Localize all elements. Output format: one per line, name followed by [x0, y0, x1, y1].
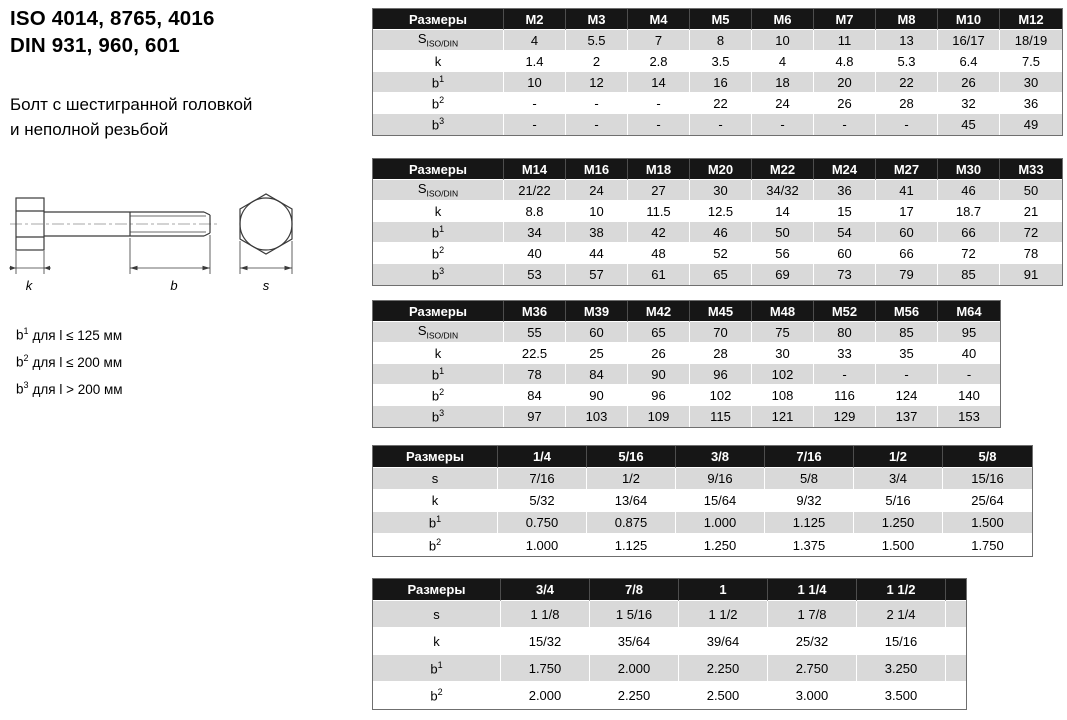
- value-cell: 1.750: [943, 534, 1032, 556]
- size-column-header: 1/4: [498, 446, 587, 468]
- size-column-header: M42: [628, 301, 690, 322]
- value-cell: 13: [876, 30, 938, 51]
- value-cell: 14: [752, 201, 814, 222]
- bolt-drawing: [8, 188, 308, 303]
- product-description: [10, 92, 252, 142]
- value-cell: 1.125: [587, 534, 676, 556]
- size-column-header: 1/2: [854, 446, 943, 468]
- value-cell: 1.375: [765, 534, 854, 556]
- value-cell: 10: [504, 72, 566, 93]
- row-label: s: [373, 468, 498, 490]
- value-cell: 10: [566, 201, 628, 222]
- table-corner-header: Размеры: [373, 446, 498, 468]
- din-standards-line: DIN 931, 960, 601: [10, 34, 180, 57]
- value-cell: 50: [752, 222, 814, 243]
- row-label: k: [373, 201, 504, 222]
- value-cell: 1.500: [854, 534, 943, 556]
- value-cell: 8.8: [504, 201, 566, 222]
- value-cell: 140: [938, 385, 1000, 406]
- value-cell: 40: [938, 343, 1000, 364]
- row-label: $b^2$: [373, 534, 498, 556]
- value-cell: 85: [876, 322, 938, 343]
- empty-cell: [946, 628, 966, 655]
- value-cell: 38: [566, 222, 628, 243]
- value-cell: 60: [876, 222, 938, 243]
- spec-table-5: [372, 578, 967, 710]
- row-label: $b^2$: [373, 682, 501, 709]
- value-cell: 11.5: [628, 201, 690, 222]
- value-cell: 2.8: [628, 51, 690, 72]
- value-cell: 1.4: [504, 51, 566, 72]
- table-row: [373, 628, 966, 655]
- spec-table-4: [372, 445, 1033, 557]
- value-cell: 21: [1000, 201, 1062, 222]
- size-column-header: M27: [876, 159, 938, 180]
- row-label: $b^3$: [373, 114, 504, 135]
- value-cell: 1 1/2: [679, 601, 768, 628]
- value-cell: 102: [752, 364, 814, 385]
- value-cell: 3.250: [857, 655, 946, 682]
- size-column-header: M3: [566, 9, 628, 30]
- value-cell: 91: [1000, 264, 1062, 285]
- value-cell: 3/4: [854, 468, 943, 490]
- value-cell: 25/32: [768, 628, 857, 655]
- value-cell: 69: [752, 264, 814, 285]
- size-column-header: M39: [566, 301, 628, 322]
- value-cell: 17: [876, 201, 938, 222]
- size-column-header: 5/8: [943, 446, 1032, 468]
- value-cell: 2.750: [768, 655, 857, 682]
- spec-table-1: [372, 8, 1063, 136]
- note-b2: [16, 347, 123, 374]
- value-cell: 1 5/16: [590, 601, 679, 628]
- value-cell: 48: [628, 243, 690, 264]
- note-condition: для l ≤ 200 мм: [32, 354, 123, 370]
- value-cell: -: [814, 114, 876, 135]
- value-cell: 4: [504, 30, 566, 51]
- value-cell: 7: [628, 30, 690, 51]
- value-cell: 2.250: [590, 682, 679, 709]
- table-row: [373, 682, 966, 709]
- size-column-header: M36: [504, 301, 566, 322]
- size-column-header: 1 1/2: [857, 579, 946, 601]
- value-cell: 42: [628, 222, 690, 243]
- value-cell: 16/17: [938, 30, 1000, 51]
- table-row: [373, 534, 1032, 556]
- note-b3: [16, 374, 123, 401]
- table-row: [373, 264, 1062, 285]
- row-label: $b^2$: [373, 93, 504, 114]
- value-cell: 2.500: [679, 682, 768, 709]
- table-row: [373, 243, 1062, 264]
- value-cell: 8: [690, 30, 752, 51]
- value-cell: 33: [814, 343, 876, 364]
- value-cell: 52: [690, 243, 752, 264]
- empty-cell: [946, 601, 966, 628]
- value-cell: 96: [690, 364, 752, 385]
- value-cell: 121: [752, 406, 814, 427]
- value-cell: 1.125: [765, 512, 854, 534]
- bolt-technical-drawing: [8, 188, 308, 298]
- value-cell: 108: [752, 385, 814, 406]
- value-cell: 66: [876, 243, 938, 264]
- description-line-2: и неполной резьбой: [10, 120, 169, 139]
- value-cell: 56: [752, 243, 814, 264]
- table-row: [373, 72, 1062, 93]
- value-cell: 46: [938, 180, 1000, 201]
- value-cell: 13/64: [587, 490, 676, 512]
- note-condition: для l ≤ 125 мм: [32, 327, 123, 343]
- value-cell: 32: [938, 93, 1000, 114]
- note-symbol: b: [16, 354, 24, 370]
- value-cell: 36: [814, 180, 876, 201]
- value-cell: 15/64: [676, 490, 765, 512]
- value-cell: -: [876, 114, 938, 135]
- value-cell: 1.750: [501, 655, 590, 682]
- value-cell: 137: [876, 406, 938, 427]
- value-cell: 0.875: [587, 512, 676, 534]
- empty-cell: [946, 682, 966, 709]
- value-cell: 70: [690, 322, 752, 343]
- value-cell: 49: [1000, 114, 1062, 135]
- size-column-header: M12: [1000, 9, 1062, 30]
- value-cell: 95: [938, 322, 1000, 343]
- value-cell: 21/22: [504, 180, 566, 201]
- value-cell: 5.5: [566, 30, 628, 51]
- value-cell: 3.5: [690, 51, 752, 72]
- size-column-header: M4: [628, 9, 690, 30]
- note-symbol: b: [16, 381, 24, 397]
- table-row: [373, 322, 1000, 343]
- value-cell: 1 7/8: [768, 601, 857, 628]
- table-row: [373, 180, 1062, 201]
- value-cell: 22: [876, 72, 938, 93]
- value-cell: 103: [566, 406, 628, 427]
- value-cell: 46: [690, 222, 752, 243]
- value-cell: 1.500: [943, 512, 1032, 534]
- note-superscript: 2: [23, 353, 29, 363]
- size-column-header: M7: [814, 9, 876, 30]
- value-cell: 11: [814, 30, 876, 51]
- value-cell: -: [566, 114, 628, 135]
- value-cell: 45: [938, 114, 1000, 135]
- spec-table-2: [372, 158, 1063, 286]
- value-cell: 12.5: [690, 201, 752, 222]
- size-column-header: 3/4: [501, 579, 590, 601]
- value-cell: -: [690, 114, 752, 135]
- value-cell: 35/64: [590, 628, 679, 655]
- value-cell: 9/32: [765, 490, 854, 512]
- value-cell: 35: [876, 343, 938, 364]
- note-superscript: 3: [23, 380, 29, 390]
- value-cell: -: [504, 114, 566, 135]
- size-column-header: M56: [876, 301, 938, 322]
- value-cell: 84: [504, 385, 566, 406]
- value-cell: 60: [566, 322, 628, 343]
- value-cell: 18.7: [938, 201, 1000, 222]
- row-label: $b^1$: [373, 364, 504, 385]
- value-cell: 30: [752, 343, 814, 364]
- description-line-1: Болт с шестигранной головкой: [10, 95, 253, 114]
- value-cell: 115: [690, 406, 752, 427]
- value-cell: 78: [1000, 243, 1062, 264]
- value-cell: 109: [628, 406, 690, 427]
- size-column-header: M64: [938, 301, 1000, 322]
- table-row: [373, 406, 1000, 427]
- value-cell: 39/64: [679, 628, 768, 655]
- value-cell: 78: [504, 364, 566, 385]
- table-row: [373, 201, 1062, 222]
- value-cell: 26: [628, 343, 690, 364]
- size-column-header: M16: [566, 159, 628, 180]
- standards-title: [10, 5, 215, 59]
- size-column-header: 1 1/4: [768, 579, 857, 601]
- size-column-header: M14: [504, 159, 566, 180]
- value-cell: 25/64: [943, 490, 1032, 512]
- size-column-header: M5: [690, 9, 752, 30]
- value-cell: 5.3: [876, 51, 938, 72]
- value-cell: 2.000: [501, 682, 590, 709]
- size-column-header: M45: [690, 301, 752, 322]
- value-cell: -: [814, 364, 876, 385]
- value-cell: 26: [938, 72, 1000, 93]
- value-cell: 3.000: [768, 682, 857, 709]
- value-cell: -: [876, 364, 938, 385]
- table-corner-header: Размеры: [373, 579, 501, 601]
- size-column-header: M20: [690, 159, 752, 180]
- value-cell: 15: [814, 201, 876, 222]
- size-column-header: M2: [504, 9, 566, 30]
- note-symbol: b: [16, 327, 24, 343]
- note-superscript: 1: [23, 326, 29, 336]
- value-cell: 12: [566, 72, 628, 93]
- size-column-header: M18: [628, 159, 690, 180]
- value-cell: 16: [690, 72, 752, 93]
- hex-head-end-view: [240, 194, 292, 254]
- value-cell: 15/16: [857, 628, 946, 655]
- value-cell: 30: [1000, 72, 1062, 93]
- value-cell: 28: [690, 343, 752, 364]
- value-cell: 27: [628, 180, 690, 201]
- row-label: $S_{ISO/DIN}$: [373, 180, 504, 201]
- value-cell: 1.000: [498, 534, 587, 556]
- value-cell: 79: [876, 264, 938, 285]
- table-row: [373, 490, 1032, 512]
- value-cell: 2 1/4: [857, 601, 946, 628]
- table-row: [373, 468, 1032, 490]
- row-label: k: [373, 343, 504, 364]
- value-cell: 7/16: [498, 468, 587, 490]
- size-column-header: M33: [1000, 159, 1062, 180]
- value-cell: -: [752, 114, 814, 135]
- value-cell: 18/19: [1000, 30, 1062, 51]
- size-column-header: M10: [938, 9, 1000, 30]
- value-cell: 5/32: [498, 490, 587, 512]
- value-cell: 65: [628, 322, 690, 343]
- value-cell: 2: [566, 51, 628, 72]
- value-cell: 14: [628, 72, 690, 93]
- value-cell: 30: [690, 180, 752, 201]
- row-label: $b^3$: [373, 264, 504, 285]
- row-label: s: [373, 601, 501, 628]
- value-cell: 34: [504, 222, 566, 243]
- table-row: [373, 364, 1000, 385]
- empty-header-cell: [946, 579, 966, 601]
- table-row: [373, 114, 1062, 135]
- value-cell: 72: [1000, 222, 1062, 243]
- value-cell: 55: [504, 322, 566, 343]
- table-corner-header: Размеры: [373, 9, 504, 30]
- table-row: [373, 655, 966, 682]
- size-column-header: M48: [752, 301, 814, 322]
- value-cell: -: [938, 364, 1000, 385]
- value-cell: 72: [938, 243, 1000, 264]
- value-cell: 1.250: [854, 512, 943, 534]
- value-cell: 34/32: [752, 180, 814, 201]
- value-cell: 26: [814, 93, 876, 114]
- note-condition: для l > 200 мм: [32, 381, 123, 397]
- value-cell: 0.750: [498, 512, 587, 534]
- row-label: $b^1$: [373, 72, 504, 93]
- value-cell: 4: [752, 51, 814, 72]
- table-row: [373, 51, 1062, 72]
- value-cell: 6.4: [938, 51, 1000, 72]
- size-column-header: 7/16: [765, 446, 854, 468]
- table-row: [373, 385, 1000, 406]
- row-label: $b^2$: [373, 243, 504, 264]
- size-column-header: 1: [679, 579, 768, 601]
- value-cell: 2.000: [590, 655, 679, 682]
- value-cell: -: [504, 93, 566, 114]
- row-label: $S_{ISO/DIN}$: [373, 322, 504, 343]
- size-column-header: 7/8: [590, 579, 679, 601]
- row-label: k: [373, 490, 498, 512]
- value-cell: -: [628, 114, 690, 135]
- row-label: $b^1$: [373, 512, 498, 534]
- value-cell: 97: [504, 406, 566, 427]
- table-row: [373, 512, 1032, 534]
- value-cell: 84: [566, 364, 628, 385]
- value-cell: 36: [1000, 93, 1062, 114]
- row-label: $b^1$: [373, 222, 504, 243]
- table-row: [373, 222, 1062, 243]
- value-cell: 4.8: [814, 51, 876, 72]
- value-cell: 57: [566, 264, 628, 285]
- value-cell: -: [566, 93, 628, 114]
- table-row: [373, 93, 1062, 114]
- value-cell: 66: [938, 222, 1000, 243]
- value-cell: 102: [690, 385, 752, 406]
- value-cell: 15/32: [501, 628, 590, 655]
- row-label: $b^1$: [373, 655, 501, 682]
- value-cell: 7.5: [1000, 51, 1062, 72]
- table-corner-header: Размеры: [373, 301, 504, 322]
- value-cell: 96: [628, 385, 690, 406]
- value-cell: 5/16: [854, 490, 943, 512]
- value-cell: 15/16: [943, 468, 1032, 490]
- value-cell: 65: [690, 264, 752, 285]
- value-cell: 124: [876, 385, 938, 406]
- table-row: [373, 30, 1062, 51]
- size-column-header: 3/8: [676, 446, 765, 468]
- size-column-header: M8: [876, 9, 938, 30]
- value-cell: 90: [566, 385, 628, 406]
- value-cell: 10: [752, 30, 814, 51]
- value-cell: 60: [814, 243, 876, 264]
- value-cell: 50: [1000, 180, 1062, 201]
- value-cell: 1.250: [676, 534, 765, 556]
- size-column-header: M22: [752, 159, 814, 180]
- value-cell: 116: [814, 385, 876, 406]
- value-cell: 53: [504, 264, 566, 285]
- table-row: [373, 601, 966, 628]
- value-cell: 25: [566, 343, 628, 364]
- value-cell: 28: [876, 93, 938, 114]
- value-cell: 1/2: [587, 468, 676, 490]
- value-cell: 5/8: [765, 468, 854, 490]
- value-cell: 73: [814, 264, 876, 285]
- table-row: [373, 343, 1000, 364]
- table-corner-header: Размеры: [373, 159, 504, 180]
- size-column-header: M52: [814, 301, 876, 322]
- dim-label-s: s: [262, 278, 270, 293]
- value-cell: 153: [938, 406, 1000, 427]
- dim-label-k: k: [25, 278, 33, 293]
- value-cell: 40: [504, 243, 566, 264]
- row-label: $b^2$: [373, 385, 504, 406]
- empty-cell: [946, 655, 966, 682]
- size-column-header: 5/16: [587, 446, 676, 468]
- value-cell: 24: [566, 180, 628, 201]
- dim-label-b: b: [170, 278, 178, 293]
- row-label: k: [373, 51, 504, 72]
- row-label: k: [373, 628, 501, 655]
- thread-length-notes: [16, 320, 123, 401]
- value-cell: 90: [628, 364, 690, 385]
- row-label: $b^3$: [373, 406, 504, 427]
- size-column-header: M30: [938, 159, 1000, 180]
- size-column-header: M24: [814, 159, 876, 180]
- value-cell: 22.5: [504, 343, 566, 364]
- value-cell: 44: [566, 243, 628, 264]
- value-cell: 129: [814, 406, 876, 427]
- row-label: $S_{ISO/DIN}$: [373, 30, 504, 51]
- value-cell: 41: [876, 180, 938, 201]
- value-cell: 85: [938, 264, 1000, 285]
- size-column-header: M6: [752, 9, 814, 30]
- value-cell: 2.250: [679, 655, 768, 682]
- iso-standards-line: ISO 4014, 8765, 4016: [10, 7, 215, 30]
- value-cell: 80: [814, 322, 876, 343]
- inscribed-circle: [240, 198, 292, 250]
- value-cell: 9/16: [676, 468, 765, 490]
- value-cell: 1.000: [676, 512, 765, 534]
- value-cell: 61: [628, 264, 690, 285]
- value-cell: 75: [752, 322, 814, 343]
- value-cell: 24: [752, 93, 814, 114]
- note-b1: [16, 320, 123, 347]
- value-cell: -: [628, 93, 690, 114]
- value-cell: 54: [814, 222, 876, 243]
- value-cell: 20: [814, 72, 876, 93]
- value-cell: 3.500: [857, 682, 946, 709]
- value-cell: 22: [690, 93, 752, 114]
- spec-table-3: [372, 300, 1001, 428]
- value-cell: 1 1/8: [501, 601, 590, 628]
- value-cell: 18: [752, 72, 814, 93]
